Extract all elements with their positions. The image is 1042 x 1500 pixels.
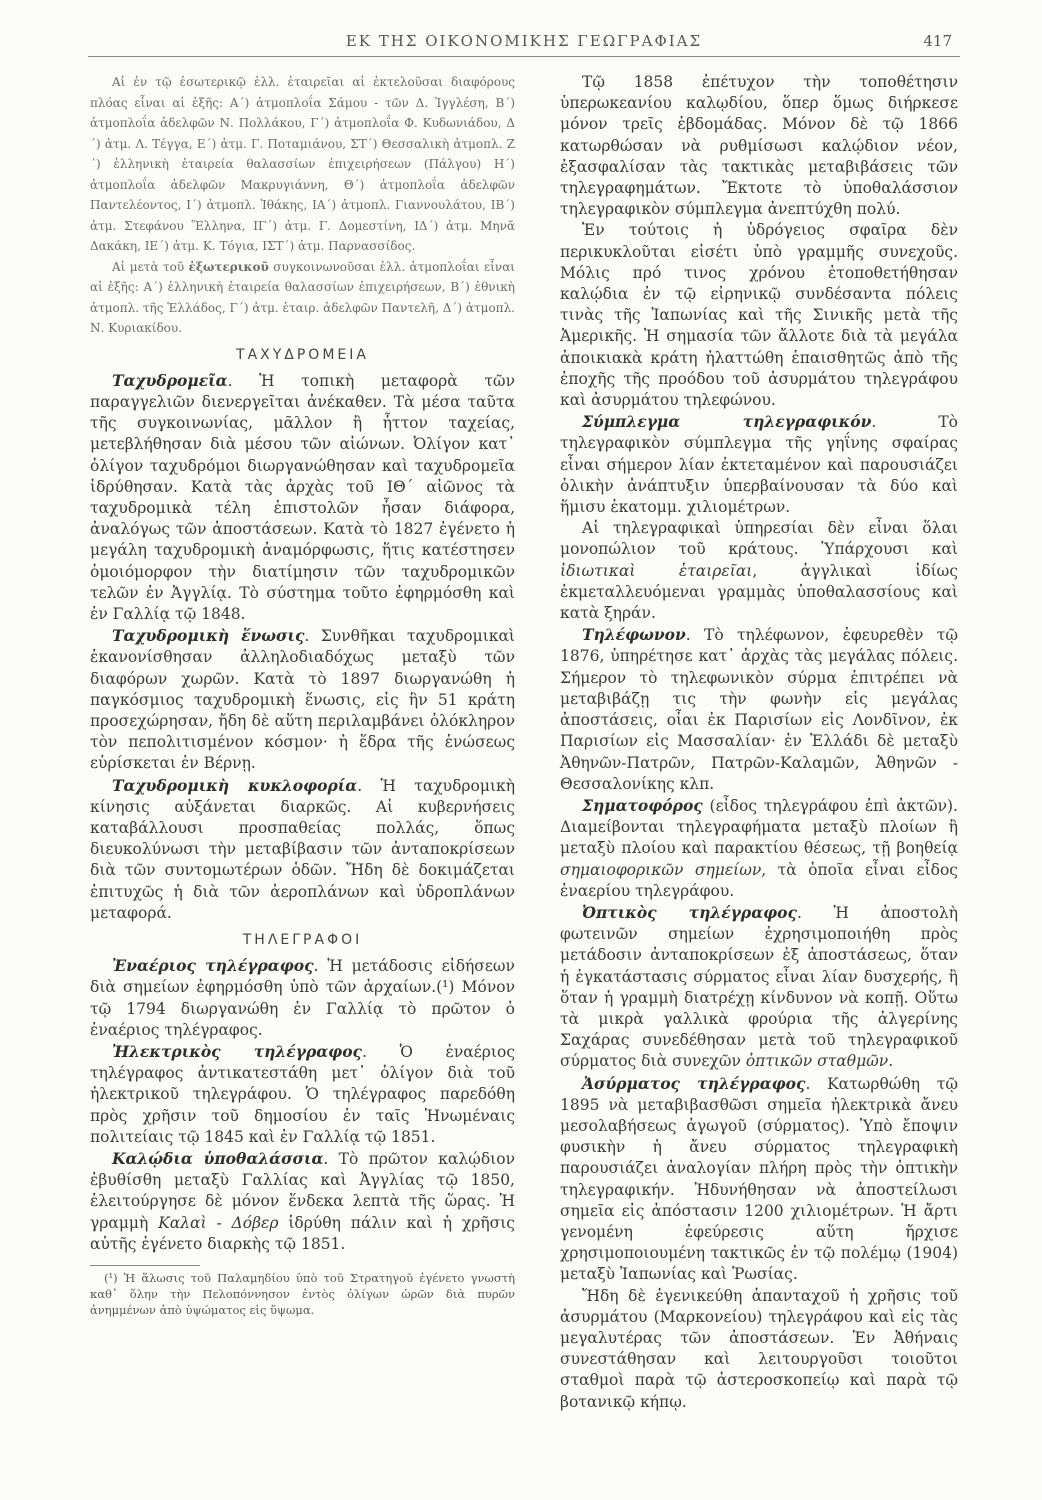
left-column: [90, 72, 515, 1318]
paragraph-telegraph-network: [560, 411, 958, 518]
body-text: . Τὸ τηλέφωνον, ἐφευρεθὲν τῷ 1876, ὑπηρέτησε κατ᾽ ἀρχὰς τὰς μεγάλας πόλεις. Σήμερον τὸ τηλεφωνικὸν σύρμα ἐπιτρέπει νὰ μεταβιβάζῃ τις τὴν φωνὴν εἰς μεγάλας ἀποστάσεις, οἷαι ἐκ Παρισίων εἰς Λονδῖνον, ἐκ Παρισίων εἰς Μασσαλίαν· ἐν Ἑλλάδι δὲ μεταξὺ Ἀθηνῶν-Πατρῶν, Πατρῶν-Καλαμῶν, Ἀθηνῶν - Θεσσαλονίκης κλπ.: [560, 626, 958, 793]
body-text: . Ἡ μετάδοσις εἰδήσεων διὰ σημείων ἐφηρμόσθη ὑπὸ τῶν ἀρχαίων.(¹) Μόνον τῷ 1794 διωργανώθη ἐν Γαλλίᾳ τὸ πρῶτον ὁ ἐναέριος τηλέγραφος.: [90, 957, 515, 1039]
paragraph-aerial-telegraph: [90, 955, 515, 1041]
paragraph-wireless-telegraph: [560, 1073, 958, 1286]
term: Ταχυδρομικὴ ἕνωσις: [112, 626, 305, 646]
running-title: ΕΚ ΤΗΣ ΟΙΚΟΝΟΜΙΚΗΣ ΓΕΩΓΡΑΦΙΑΣ: [345, 32, 703, 50]
term: Ταχυδρομεῖα: [112, 370, 228, 390]
body-text: , τὰ ὁποῖα εἶναι εἶδος ἐναερίου τηλεγράφου.: [560, 860, 958, 900]
body-text: Αἱ τηλεγραφικαὶ ὑπηρεσίαι δὲν εἶναι ὅλαι μονοπώλιον τοῦ κράτους. Ὑπάρχουσι καὶ: [560, 519, 958, 559]
paragraph-submarine-cables: [90, 1148, 515, 1255]
body-text: . Τὸ πρῶτον καλῴδιον ἐβυθίσθη μεταξὺ Γαλλίας καὶ Ἀγγλίας τῷ 1850, ἐλειτούργησε δὲ μόνον ἕνδεκα λεπτὰ τῆς ὥρας. Ἡ γραμμὴ: [90, 1150, 515, 1232]
section-heading-telegraphs: ΤΗΛΕΓΡΑΦΟΙ: [242, 931, 363, 948]
term: Τηλέφωνον: [582, 625, 686, 645]
intro-text: συγκοινωνοῦσαι ἑλλ. ἀτμοπλοΐαι εἶναι αἱ ἑξῆς: Α´) ἑλληνικὴ ἑταιρεία θαλασσίων ἐπιχειρήσεων, Β´) ἐθνικὴ ἀτμοπλ. τῆς Ἑλλάδος, Γ´) ἀτμ. ἑταιρ. ἀδελφῶν Παντελῆ, Δ´) ἀτμοπλ. Ν. Κυριακίδου.: [90, 259, 515, 335]
body-text: . Κατωρθώθη τῷ 1895 νὰ μεταβιβασθῶσι σημεῖα ἠλεκτρικὰ ἄνευ μεσολαβήσεως ἀγωγοῦ (σύρματος). Ὑπὸ ἔποψιν φυσικὴν ἡ ἄνευ σύρματος τηλεγραφικὴ παρουσιάζει ἀναλογίαν πλήρη πρὸς τὴν ὀπτικὴν τηλεγραφικήν. Ἠδυνήθησαν νὰ ἀποστείλωσι σημεῖα εἰς ἀπόστασιν 1200 χιλιομέτρων. Ἡ ἄρτι γενομένη ἐφεύρεσις αὕτη ἤρχισε χρησιμοποιουμένη τακτικῶς ἐν τῷ πολέμῳ (1904) μεταξὺ Ἰαπωνίας καὶ Ῥωσίας.: [560, 1074, 958, 1284]
term: Σηματοφόρος: [582, 795, 703, 815]
right-column: [560, 72, 958, 1413]
paragraph-telegraph-services: [560, 518, 958, 624]
paragraph-postal-union: [90, 625, 515, 774]
page-number: 417: [923, 32, 952, 50]
term: Ἀσύρματος τηλέγραφος: [582, 1073, 806, 1093]
paragraph-transoceanic-cable: Τῷ 1858 ἐπέτυχον τὴν τοποθέτησιν ὑπερωκεανίου καλῳδίου, ὅπερ ὅμως διήρκεσε μόνον τρεῖς ἑβδομάδας. Μόνον δὲ τῷ 1866 κατωρθώσαν νὰ ρυθμίσωσι καλῴδιον νέον, ἐξασφαλίσαν τὰς τακτικὰς μεταβιβάσεις τῶν τηλεγραφημάτων. Ἔκτοτε τὸ ὑποθαλάσσιον τηλεγραφικὸν σύμπλεγμα ἀνεπτύχθη πολύ.: [560, 73, 958, 219]
footnote: (¹) Ἡ ἅλωσις τοῦ Παλαμηδίου ὑπὸ τοῦ Στρατηγοῦ ἐγένετο γνωστὴ καθ᾽ ὅλην τὴν Πελοπόννησον ἐντὸς ὀλίγων ὡρῶν διὰ πυρῶν ἀνημμένων ἀπὸ ὑψώματος εἰς ὕψωμα.: [90, 1271, 515, 1318]
paragraph-semaphore: [560, 795, 958, 902]
intro-text: Αἱ μετὰ τοῦ: [112, 259, 189, 274]
emphasis: Καλαὶ - Δόβερ: [158, 1213, 279, 1232]
term: Ἠλεκτρικὸς τηλέγραφος: [112, 1042, 362, 1061]
body-text: . Ὁ ἐναέριος τηλέγραφος ἀντικατεστάθη μετ᾽ ὀλίγον διὰ τοῦ ἠλεκτρικοῦ τηλεγράφου. Ὁ τηλέγραφος παρεδόθη πρὸς χρῆσιν τοῦ δημοσίου ἐν ταῖς Ἡνωμέναις πολιτείαις τῷ 1845 καὶ ἐν Γαλλίᾳ τῷ 1851.: [90, 1043, 515, 1146]
body-text: . Ἡ ταχυδρομικὴ κίνησις αὐξάνεται διαρκῶς. Αἱ κυβερνήσεις καταβάλλουσι προσπαθείας πολλάς, ὅπως διευκολύνωσι τὴν μεταβίβασιν τῶν ἀνταποκρίσεων διὰ τῶν συντομωτέρων ὁδῶν. Ἤδη δὲ δοκιμάζεται ἐπιτυχῶς ἡ διὰ τῶν ἀεροπλάνων καὶ ὑδροπλάνων μεταφορά.: [90, 776, 516, 922]
body-text: . Ἡ τοπικὴ μεταφορὰ τῶν παραγγελιῶν διενεργεῖται ἀνέκαθεν. Τὰ μέσα ταῦτα τῆς συγκοινωνίας, μᾶλλον ἢ ἧττον ταχείας, μετεβλήθησαν διὰ μέσου τῶν αἰώνων. Ὀλίγον κατ᾽ ὀλίγον ταχυδρόμοι διωργανώθησαν καὶ ταχυδρομεῖα ἱδρύθησαν. Κατὰ τὰς ἀρχὰς τοῦ ΙΘ´ αἰῶνος τὰ ταχυδρομικὰ τέλη ἐπιστολῶν ἦσαν διάφορα, ἀναλόγως τῶν ἀποστάσεων. Κατὰ τὸ 1827 ἐγένετο ἡ μεγάλη ταχυδρομικὴ ἀναμόρφωσις, ἥτις κατέστησεν ὁμοιόμορφον τὴν διατίμησιν τῶν ταχυδρομικῶν τελῶν ἐν Ἀγγλίᾳ. Τὸ σύστημα τοῦτο ἐφηρμόσθη καὶ ἐν Γαλλίᾳ τῷ 1848.: [90, 371, 515, 623]
paragraph-optical-telegraph: [560, 902, 958, 1073]
paragraph-postal-circulation: [90, 775, 515, 924]
intro-paragraph: Αἱ ἐν τῷ ἐσωτερικῷ ἑλλ. ἑταιρεῖαι αἱ ἐκτελοῦσαι διαφόρους πλόας εἶναι αἱ ἑξῆς: Α´) ἀτμοπλοΐα Σάμου - τῶν Δ. Ἰγγλέση, Β´) ἀτμοπλοΐα ἀδελφῶν Ν. Πολλάκου, Γ´) ἀτμοπλοΐα Φ. Κυδωνιάδου, Δ´) ἀτμ. Λ. Τέγγα, Ε´) ἀτμ. Γ. Ποταμιάνου, ΣΤ´) Θεσσαλικὴ ἀτμοπλ. Ζ´) ἑλληνικὴ ἑταιρεία θαλασσίων ἐπιχειρήσεων (Πάλγου) Η´) ἀτμοπλοΐα ἀδελφῶν Μακρυγιάννη, Θ´) ἀτμοπλοΐα ἀδελφῶν Παντελέοντος, Ι´) ἀτμοπλ. Ἰθάκης, ΙΑ´) ἀτμοπλ. Γιαννουλάτου, ΙΒ´) ἀτμ. Στεφάνου Ἕλληνα, ΙΓ´) ἀτμ. Γ. Δομεστίνη, ΙΔ´) ἀτμ. Μηνᾶ Δακάκη, ΙΕ´) ἀτμ. Κ. Τόγια, ΙΣΤ´) ἀτμ. Παρνασσίδος.: [90, 75, 515, 253]
emphasis: σημαιοφορικῶν σημείων: [560, 860, 762, 879]
intro-paragraph-foreign: [90, 257, 515, 339]
body-text: . Τὸ τηλεγραφικὸν σύμπλεγμα τῆς γηΐνης σφαίρας εἶναι σήμερον λίαν ἐκτεταμένον καὶ παρουσιάζει ὁλικὴν ἀνάπτυξιν ὑπερβαίνουσαν τὰ δύο καὶ ἥμισυ ἑκατομμ. χιλιομέτρων.: [560, 413, 958, 517]
term: Ἐναέριος τηλέγραφος: [112, 956, 314, 976]
term: Ὀπτικὸς τηλέγραφος: [582, 902, 797, 922]
paragraph-pacific-cables: Ἐν τούτοις ἡ ὑδρόγειος σφαῖρα δὲν περικυκλοῦται εἰσέτι ὑπὸ γραμμῆς συνεχοῦς. Μόλις πρό τινος χρόνου ἐτοποθετήθησαν καλῴδια ἐν τῷ εἰρηνικῷ συνδέσαντα πόλεις τινὰς τῆς Ἰαπωνίας καὶ τῆς Σινικῆς μετὰ τῆς Ἀμερικῆς. Ἡ σημασία τῶν ἄλλοτε διὰ τὰ μεγάλα ἀποικιακὰ κράτη ἠλαττώθη ἐπαισθητῶς ἀπὸ τῆς ἐποχῆς τῆς προόδου τοῦ ἀσυρμάτου τηλεγράφου καὶ ἀσυρμάτου τηλεφώνου.: [560, 221, 958, 410]
paragraph-electric-telegraph: [90, 1041, 515, 1148]
footnote-divider: [90, 1265, 200, 1266]
term: Σύμπλεγμα τηλεγραφικόν: [582, 412, 872, 432]
intro-term: ἐξωτερικοῦ: [188, 259, 269, 274]
body-text: ἱδρύθη πάλιν καὶ ἡ χρῆσις αὐτῆς ἐγένετο διαρκὴς τῷ 1851.: [90, 1213, 515, 1253]
paragraph-post-offices: [90, 370, 515, 625]
term: Καλῴδια ὑποθαλάσσια: [112, 1149, 324, 1169]
body-text: . Συνθῆκαι ταχυδρομικαὶ ἐκανονίσθησαν ἀλληλοδιαδόχως μεταξὺ τῶν διαφόρων χωρῶν. Κατὰ τὸ 1897 διωργανώθη ἡ παγκόσμιος ταχυδρομικὴ ἕνωσις, εἰς ἣν 51 κράτη προσεχώρησαν, ἤδη δὲ αὕτη περιλαμβάνει ὁλόκληρον τὸν πεπολιτισμένον κόσμον· ἡ ἕδρα τῆς ἑνώσεως εὑρίσκεται ἐν Βέρνῃ.: [90, 627, 516, 773]
body-text: . Ἡ ἀποστολὴ φωτεινῶν σημείων ἐχρησιμοποιήθη πρὸς μετάδοσιν ἀνταποκρίσεων ἐξ ἀποστάσεως, ὅταν ἡ ἐγκατάστασις σύρματος εἶναι λίαν δυσχερής, ἢ ὅταν ἡ γραμμὴ διατρέχῃ κίνδυνον νὰ κοπῇ. Οὕτω τὰ μικρὰ γαλλικὰ φρούρια τῆς ἀλγερίνης Σαχάρας συνεδέθησαν μετὰ τοῦ τηλεγραφικοῦ σύρματος διὰ συνεχῶν: [560, 903, 958, 1071]
page-header: [88, 30, 960, 57]
section-heading-post: ΤΑΧΥΔΡΟΜΕΙΑ: [236, 346, 369, 363]
body-text: .: [888, 1052, 894, 1071]
term: Ταχυδρομικὴ κυκλοφορία: [112, 775, 358, 795]
body-text: , ἀγγλικαὶ ἰδίως ἐκμεταλλευόμεναι γραμμὰς ὑποθαλασσίους καὶ κατὰ ξηράν.: [560, 561, 959, 623]
emphasis: ἰδιωτικαὶ ἑταιρεῖαι: [560, 561, 753, 580]
body-text: (εἶδος τηλεγράφου ἐπὶ ἀκτῶν). Διαμείβονται τηλεγραφήματα μεταξὺ πλοίων ἢ μεταξὺ πλοίου καὶ παρακτίου θέσεως, τῇ βοηθείᾳ: [560, 796, 958, 858]
paragraph-marconi: Ἤδη δὲ ἐγενικεύθη ἁπανταχοῦ ἡ χρῆσις τοῦ ἀσυρμάτου (Μαρκονείου) τηλεγράφου καὶ εἰς τὰς μεγαλυτέρας τῶν ἀποστάσεων. Ἐν Ἀθήναις συνεστάθησαν καὶ λειτουργοῦσι τοιοῦτοι σταθμοὶ παρὰ τῷ ἀστεροσκοπείῳ καὶ παρὰ τῷ βοτανικῷ κήπῳ.: [560, 1286, 958, 1411]
emphasis: ὀπτικῶν σταθμῶν: [745, 1052, 889, 1071]
paragraph-telephone: [560, 624, 958, 795]
